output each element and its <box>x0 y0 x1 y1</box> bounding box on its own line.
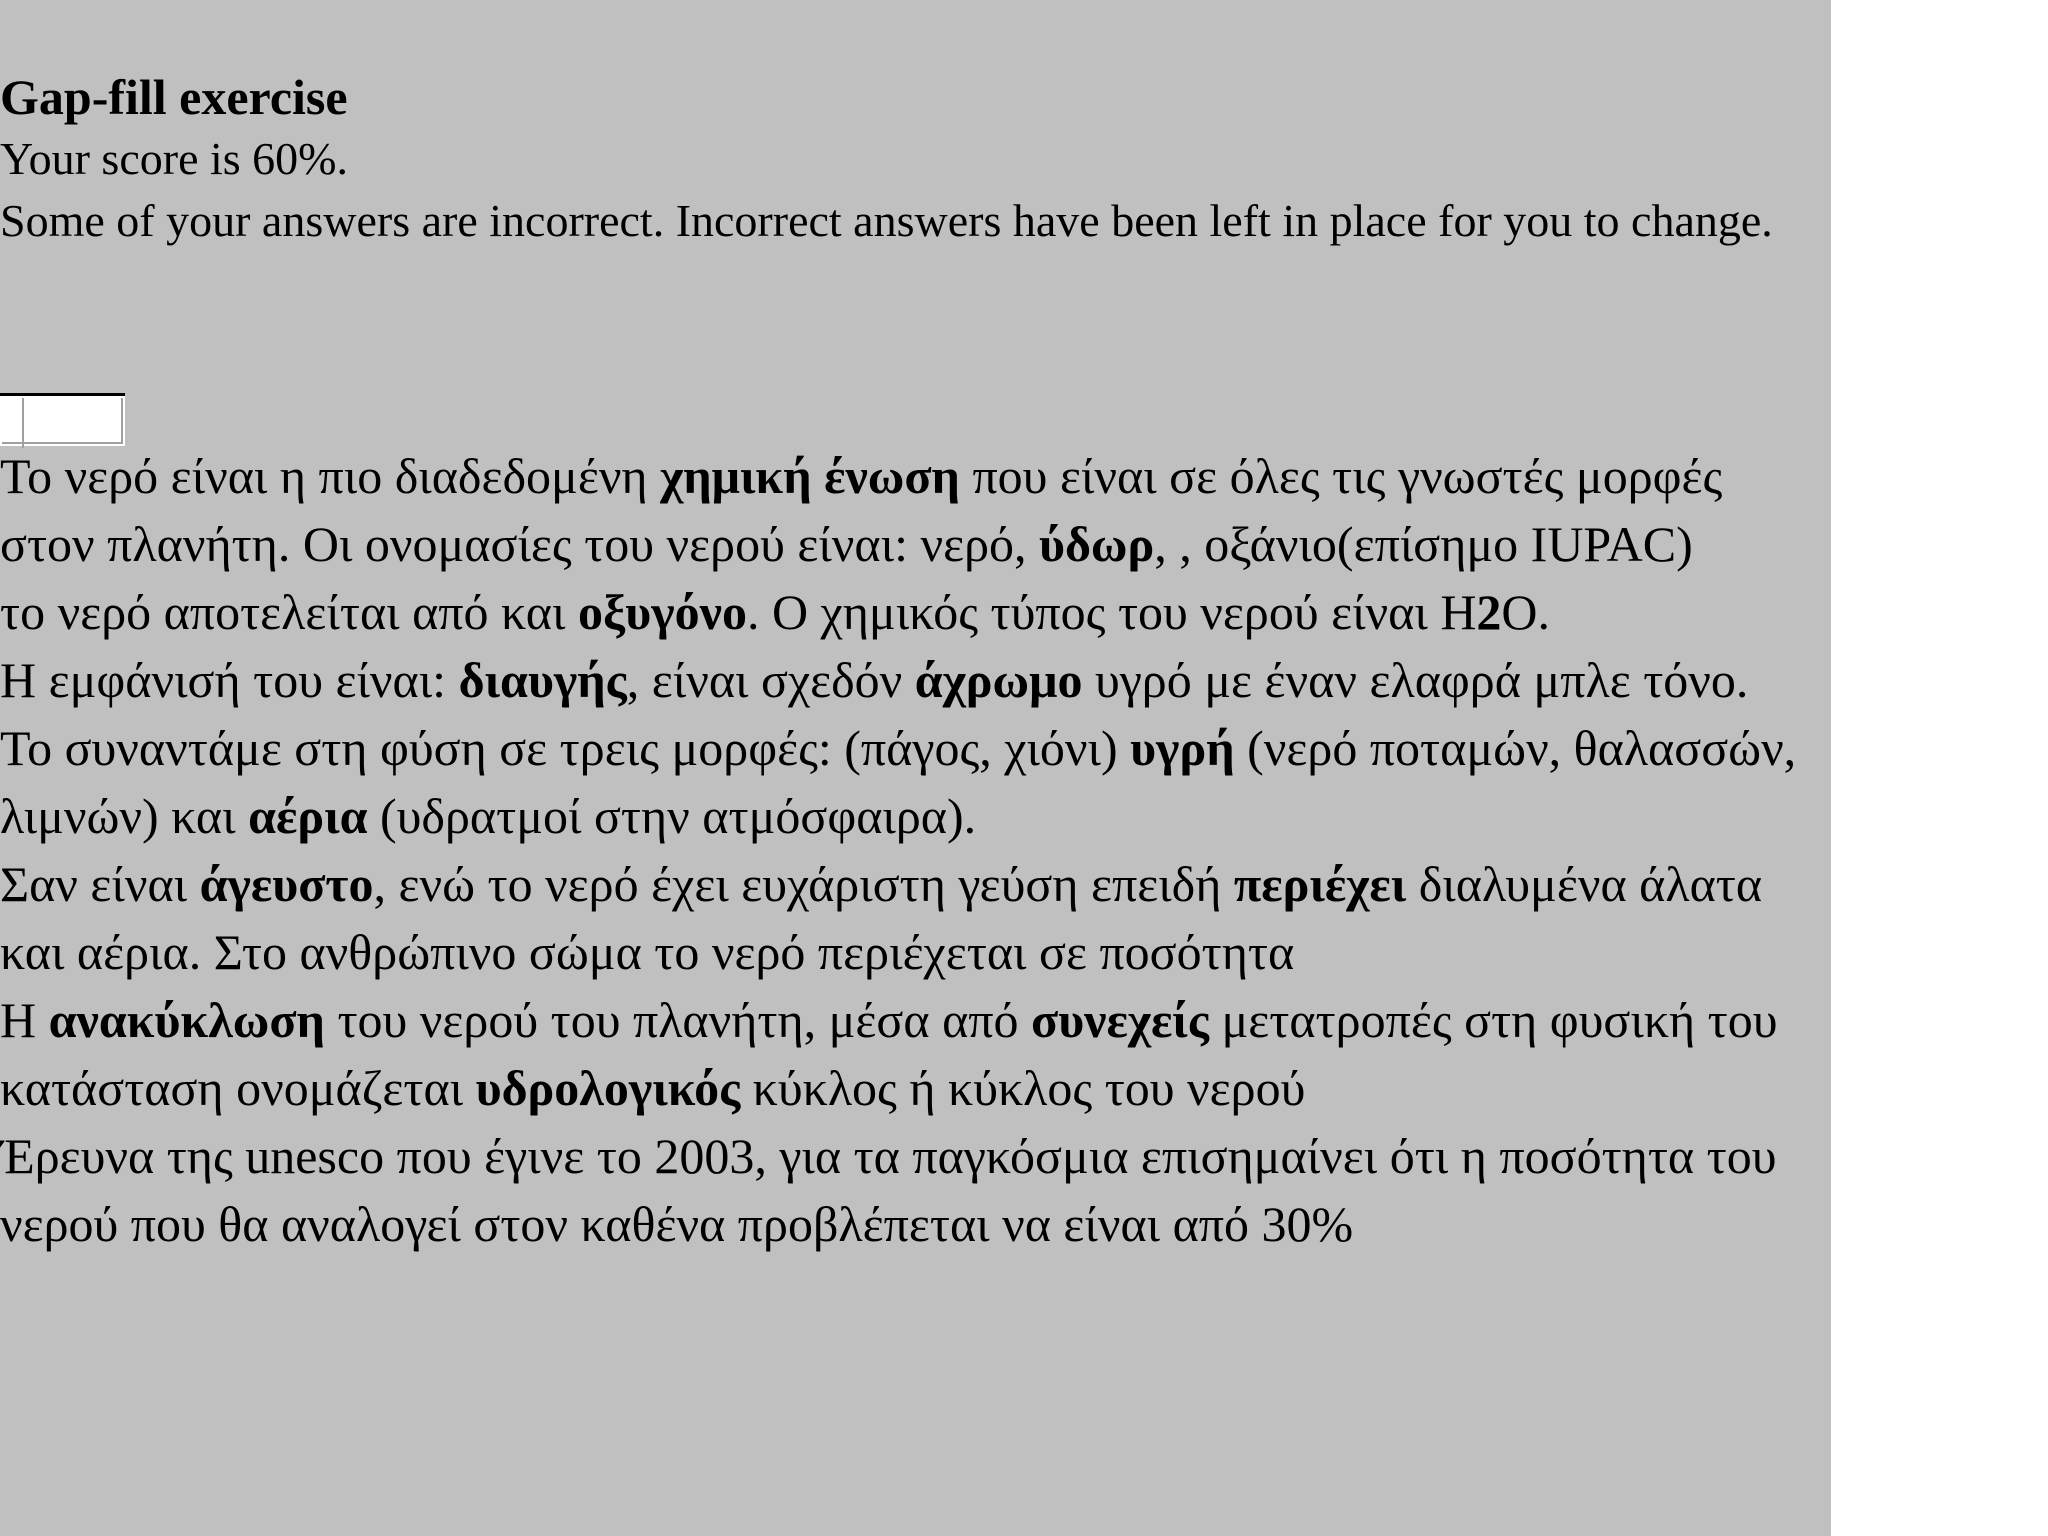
text-segment: , , οξάνιο(επίσημο IUPAC) <box>1154 516 1693 572</box>
text-segment: O. <box>1501 584 1551 640</box>
text-segment: Σαν είναι <box>0 856 200 912</box>
score-text: Your score is 60%. <box>0 133 348 184</box>
filled-gap[interactable]: άγευστο <box>199 856 374 912</box>
text-segment: , είναι σχεδόν <box>626 652 915 708</box>
paragraph-1 <box>0 442 1825 578</box>
check-button-area <box>0 396 125 446</box>
filled-gap[interactable]: χημική ένωση <box>660 448 960 504</box>
filled-gap[interactable]: ύδωρ <box>1039 516 1155 572</box>
text-segment: μετατροπές στη φυσική του κατάσταση ονομάζεται <box>0 992 1778 1116</box>
text-segment: Η εμφάνισή του είναι: <box>0 652 459 708</box>
paragraph-3 <box>0 646 1825 714</box>
text-segment: . Ο χημικός τύπος του νερού είναι Η <box>746 584 1477 640</box>
filled-gap[interactable]: περιέχει <box>1233 856 1407 912</box>
filled-gap[interactable]: διαυγής <box>458 652 627 708</box>
text-segment: του νερού του πλανήτη, μέσα από <box>324 992 1032 1048</box>
text-segment: Η <box>0 992 49 1048</box>
exercise-title: Gap-fill exercise <box>0 69 348 125</box>
text-segment: διαλυμένα άλατα και αέρια. Στο ανθρώπινο σώμα το νερό περιέχεται σε ποσότητα <box>0 856 1763 980</box>
filled-gap[interactable]: συνεχείς <box>1031 992 1209 1048</box>
check-button-edge <box>2 398 24 448</box>
text-segment: Έρευνα της unesco που έγινε το 2003, για τα παγκόσμια επισημαίνει ότι η ποσότητα του νερού που θα αναλογεί στον καθένα προβλέπεται να είναι από 30% <box>0 1128 1777 1252</box>
text-segment: υγρό με έναν ελαφρά μπλε τόνο. <box>1082 652 1749 708</box>
text-segment: που είναι σε όλες τις γνωστές μορφές στον πλανήτη. Οι ονομασίες του νερού είναι: νερό, <box>0 448 1723 572</box>
text-segment: , ενώ το νερό έχει ευχάριστη γεύση επειδή <box>373 856 1234 912</box>
paragraph-2 <box>0 578 1825 646</box>
exercise-header <box>0 66 1825 252</box>
filled-gap[interactable]: άχρωμο <box>914 652 1083 708</box>
filled-gap[interactable]: υδρολογικός <box>475 1060 741 1116</box>
filled-gap[interactable]: αέρια <box>248 788 368 844</box>
check-button[interactable] <box>0 396 125 446</box>
filled-gap[interactable]: οξυγόνο <box>577 584 747 640</box>
paragraph-4 <box>0 714 1825 850</box>
text-segment: (υδρατμοί στην ατμόσφαιρα). <box>367 788 977 844</box>
filled-gap[interactable]: 2 <box>1476 584 1502 640</box>
text-segment: Το συναντάμε στη φύση σε τρεις μορφές: (πάγος, χιόνι) <box>0 720 1131 776</box>
paragraph-6 <box>0 986 1825 1122</box>
paragraph-7 <box>0 1122 1825 1258</box>
text-segment: (νερό ποταμών, θαλασσών, λιμνών) και <box>0 720 1797 844</box>
text-segment: το νερό αποτελείται από και <box>0 584 578 640</box>
text-segment: κύκλος ή κύκλος του νερού <box>740 1060 1306 1116</box>
text-segment: Το νερό είναι η πιο διαδεδομένη <box>0 448 661 504</box>
filled-gap[interactable]: ανακύκλωση <box>48 992 325 1048</box>
paragraph-5 <box>0 850 1825 986</box>
feedback-text: Some of your answers are incorrect. Incorrect answers have been left in place for you to change. <box>0 195 1773 246</box>
filled-gap[interactable]: υγρή <box>1130 720 1235 776</box>
exercise-text <box>0 442 1825 1258</box>
